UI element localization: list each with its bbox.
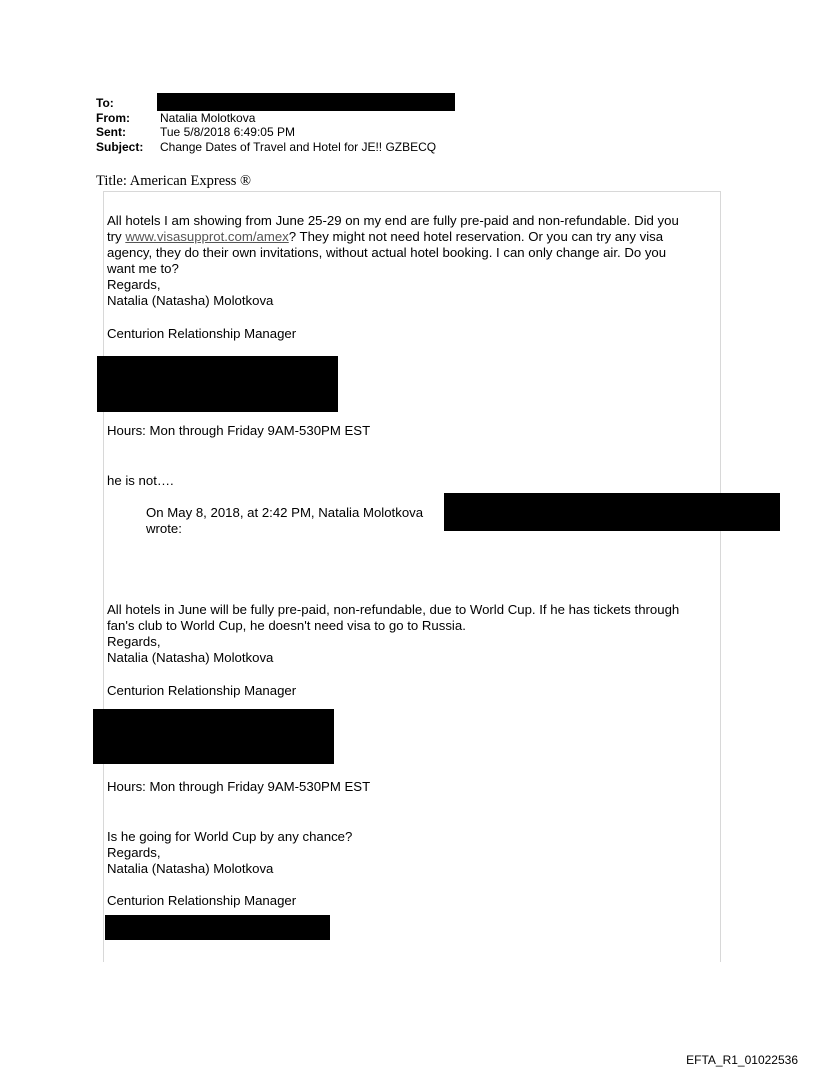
email-title: Title: American Express ® bbox=[96, 173, 252, 189]
subject-value: Change Dates of Travel and Hotel for JE!! GZBECQ bbox=[160, 139, 437, 154]
msg1-line2-post: ? They might not need hotel reservation. Or you can try any visa bbox=[288, 229, 664, 244]
msg2-line1: All hotels in June will be fully pre-paid, non-refundable, due to World Cup. If he has tickets through bbox=[107, 602, 680, 617]
redaction-to bbox=[157, 93, 455, 111]
redaction-signature-1 bbox=[97, 356, 338, 412]
msg2-regards: Regards, bbox=[107, 634, 161, 649]
msg2-hours: Hours: Mon through Friday 9AM-530PM EST bbox=[107, 779, 371, 794]
quote-line1: On May 8, 2018, at 2:42 PM, Natalia Molotkova bbox=[146, 505, 424, 520]
msg3-name: Natalia (Natasha) Molotkova bbox=[107, 861, 274, 876]
sent-label: Sent: bbox=[96, 125, 126, 139]
redaction-signature-3 bbox=[105, 915, 330, 940]
to-label: To: bbox=[96, 96, 114, 110]
msg3-regards: Regards, bbox=[107, 845, 161, 860]
visa-support-link[interactable]: www.visasupprot.com/amex bbox=[125, 229, 289, 244]
msg1-hours: Hours: Mon through Friday 9AM-530PM EST bbox=[107, 423, 371, 438]
msg1-regards: Regards, bbox=[107, 277, 161, 292]
sent-value: Tue 5/8/2018 6:49:05 PM bbox=[160, 125, 295, 139]
msg3-line1: Is he going for World Cup by any chance? bbox=[107, 829, 353, 844]
subject-label: Subject: bbox=[96, 139, 144, 154]
msg2-name: Natalia (Natasha) Molotkova bbox=[107, 650, 274, 665]
quote-line2: wrote: bbox=[146, 521, 182, 536]
msg1-line1: All hotels I am showing from June 25-29 on my end are fully pre-paid and non-refundable. Did you bbox=[107, 213, 679, 228]
msg1-line2 bbox=[107, 229, 663, 245]
msg2-role: Centurion Relationship Manager bbox=[107, 683, 297, 698]
redaction-signature-2 bbox=[93, 709, 334, 764]
from-label: From: bbox=[96, 110, 130, 125]
redaction-email-address bbox=[444, 493, 780, 531]
msg1-role: Centurion Relationship Manager bbox=[107, 326, 297, 341]
msg1-line2-pre: try bbox=[107, 229, 126, 244]
msg1-line4: want me to? bbox=[107, 261, 179, 276]
msg3-role: Centurion Relationship Manager bbox=[107, 893, 297, 908]
from-value: Natalia Molotkova bbox=[160, 110, 256, 125]
msg1-name: Natalia (Natasha) Molotkova bbox=[107, 293, 274, 308]
msg1-line3: agency, they do their own invitations, without actual hotel booking. I can only change air. Do you bbox=[107, 245, 667, 260]
reply-text: he is not…. bbox=[107, 473, 174, 488]
document-id: EFTA_R1_01022536 bbox=[686, 1053, 798, 1067]
msg2-line2: fan's club to World Cup, he doesn't need visa to go to Russia. bbox=[107, 618, 466, 633]
